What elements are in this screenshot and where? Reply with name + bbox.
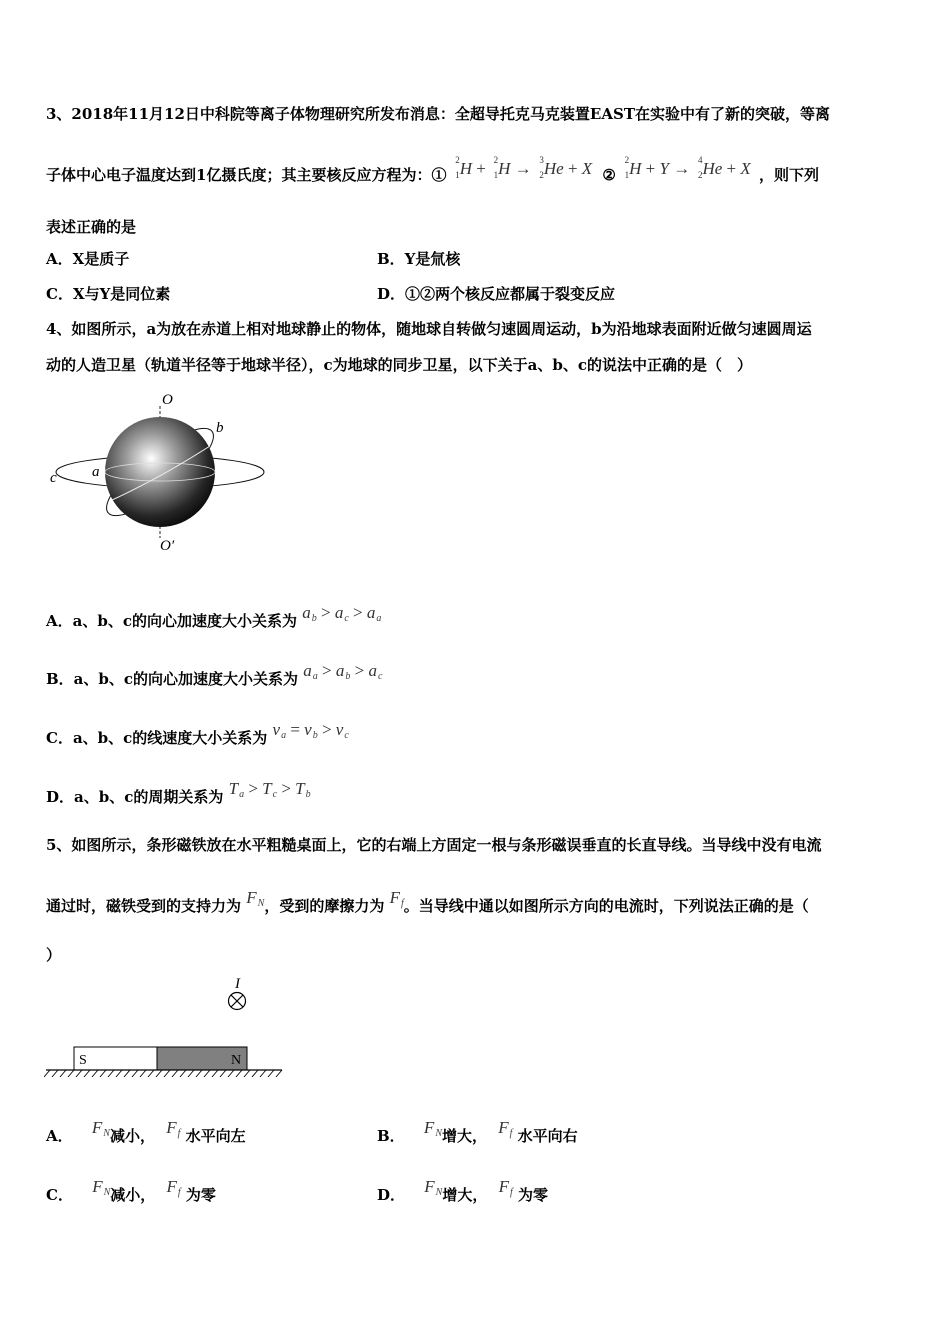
ff-symbol: $F_f$ [389,888,404,909]
q4-option-b[interactable]: B．a、b、c的向心加速度大小关系为 $a_a > a_b > a_c$ [46,661,383,688]
q3-marker1: ① [431,166,447,184]
current-into-page-icon [229,993,246,1010]
q4-c-math: $v_a = v_b > v_c$ [272,720,349,741]
label-o-prime: O′ [160,538,175,554]
q3-line1: 3、2018年11月12日中科院等离子体物理研究所发布消息：全超导托克马克装置EAST在实验中有了新的突破，等离 [46,105,831,123]
q3-option-c[interactable]: C．X与Y是同位素 [46,285,171,303]
bar-magnet [74,1047,247,1070]
q3-line2-text: 子体中心电子温度达到1亿摄氏度；其主要核反应方程为： [46,166,432,184]
q5-option-d[interactable]: D． $F_N$增大， $F_f$ 为零 [377,1177,548,1204]
q3-line2 [46,155,820,185]
q5-option-b[interactable]: B． $F_N$增大， $F_f$ 水平向右 [377,1118,578,1145]
q3-line3: 表述正确的是 [46,218,137,236]
q5-option-a[interactable]: A． $F_N$减小， $F_f$ 水平向左 [46,1118,246,1145]
q4-a-math: $a_b > a_c > a_a$ [302,603,382,624]
q5-option-c[interactable]: C． $F_N$减小， $F_f$ 为零 [46,1177,216,1204]
q4-b-math: $a_a > a_b > a_c$ [303,661,383,682]
q3-equation2: 2 1 H + Y → 4 2 He + X [624,155,751,180]
fn-symbol: $F_N$ [246,888,265,909]
earth-sphere [105,417,215,527]
q3-equation1: 2 1 H + 2 1 H → 3 2 He + X [455,155,593,180]
q4-option-c[interactable]: C．a、b、c的线速度大小关系为 $v_a = v_b > v_c$ [46,720,349,747]
earth-figure [44,388,274,556]
label-c: c [50,470,57,486]
q4-d-math: $T_a > T_c > T_b$ [228,779,311,800]
q3-option-a[interactable]: A．X是质子 [46,250,130,268]
q4-option-d[interactable]: D．a、b、c的周期关系为 $T_a > T_c > T_b$ [46,779,311,806]
north-pole-label: N [231,1053,242,1068]
q3-option-b[interactable]: B．Y是氚核 [377,250,461,268]
q3-marker2: ② [602,166,616,184]
q4-line2: 动的人造卫星（轨道半径等于地球半径），c为地球的同步卫星，以下关于a、b、c的说法中正确的是（ ） [46,356,752,374]
magnet-figure [44,972,284,1082]
south-pole-label: S [79,1053,87,1068]
label-o: O [162,392,173,408]
q5-line1: 5、如图所示，条形磁铁放在水平粗糙桌面上，它的右端上方固定一根与条形磁误垂直的长直导线。当导线中没有电流 [46,836,822,854]
q5-line3: ） [46,946,62,964]
q4-option-a[interactable]: A．a、b、c的向心加速度大小关系为 $a_b > a_c > a_a$ [46,603,382,630]
q3-line2-end: ，则下列 [759,166,820,184]
table-surface [44,1070,282,1077]
q3-option-d[interactable]: D．①②两个核反应都属于裂变反应 [377,285,616,303]
q4-line1: 4、如图所示，a为放在赤道上相对地球静止的物体，随地球自转做匀速圆周运动，b为沿地球表面附近做匀速圆周运 [46,320,812,338]
label-a: a [92,464,100,480]
label-b: b [216,420,224,436]
current-label: I [235,976,240,992]
q5-line2: 通过时，磁铁受到的支持力为 $F_N$，受到的摩擦力为 $F_f$。当导线中通以如图所示方向的电流时，下列说法正确的是（ [46,888,809,915]
